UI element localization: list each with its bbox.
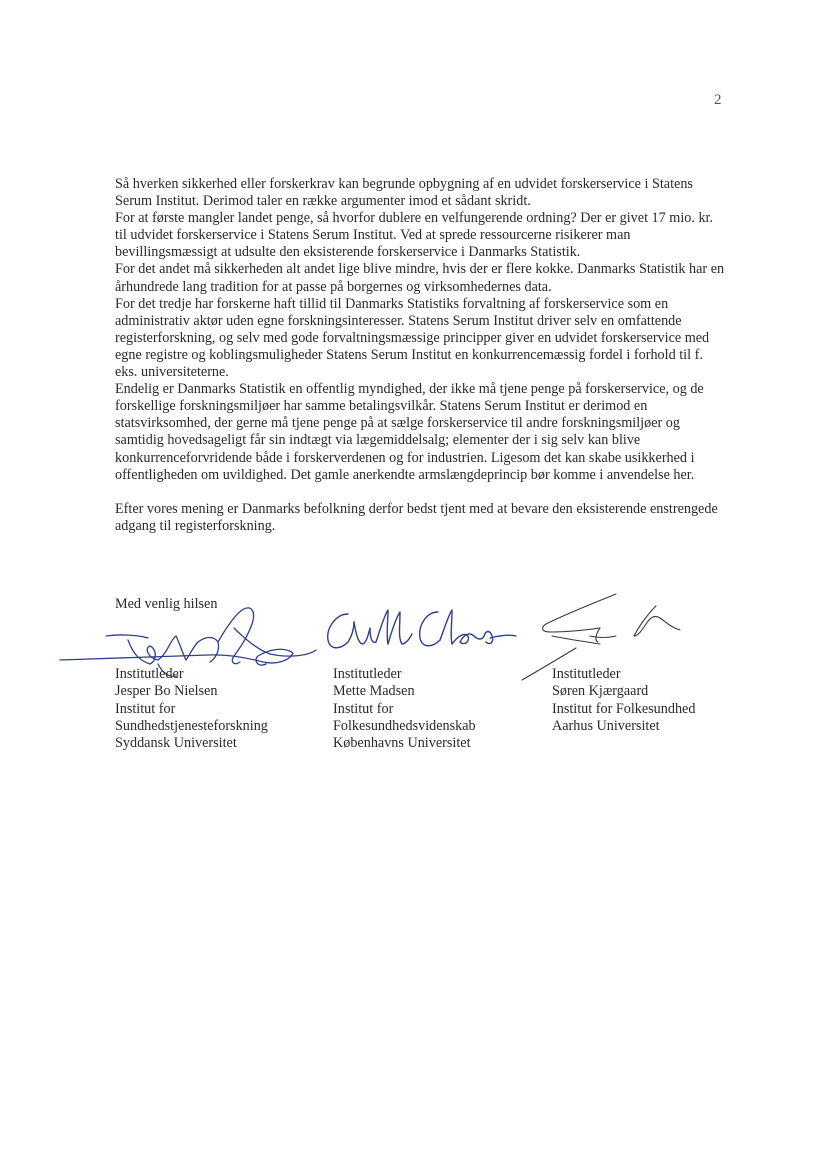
signatory-3-title: Institutleder	[552, 666, 621, 682]
conclusion-paragraph: Efter vores mening er Danmarks befolkning derfor bedst tjent med at bevare den eksisterende enstrengede adgang til registerforskning.	[115, 500, 718, 534]
signatory-1-university: Syddansk Universitet	[115, 735, 237, 752]
paragraph-3: For det andet må sikkerheden alt andet lige blive mindre, hvis der er flere kokke. Danmarks Statistik har en århundrede lang tradition for at passe på borgernes og virksomhedernes data.	[115, 261, 725, 295]
signatory-3-institute-line1: Institut for Folkesundhed	[552, 700, 696, 717]
signatory-3	[552, 666, 695, 735]
signatory-1-institute-line2: Sundhedstjenesteforskning	[115, 717, 268, 734]
signatory-2	[333, 666, 476, 752]
signatory-2-name: Mette Madsen	[333, 683, 415, 700]
paragraph-4: For det tredje har forskerne haft tillid til Danmarks Statistiks forvaltning af forskerservice som en administrativ aktør uden egne forskningsinteresser. Statens Serum Institut driver selv en omfattende registerforskning, og selv med gode forvaltningsmæssige principper giver en udvidet forskerservice med egne registre og koblingsmuligheder Statens Serum Institut en konkurrencemæssig fordel i forhold til f. eks. universiteterne.	[115, 295, 710, 381]
signatory-1-name: Jesper Bo Nielsen	[115, 683, 218, 700]
letter-body	[115, 176, 725, 535]
signatory-1	[115, 666, 268, 752]
signatory-1-institute-line1: Institut for	[115, 700, 176, 717]
signatory-2-title: Institutleder	[333, 666, 402, 682]
signatory-3-institute-line2: Aarhus Universitet	[552, 717, 660, 734]
paragraph-2: For at første mangler landet penge, så hvorfor dublere en velfungerende ordning? Der er givet 17 mio. kr. til udvidet forskerservice i Statens Serum Institut. Ved at sprede ressourcerne risikerer man bevillingsmæssigt at udsulte den eksisterende forskerservice i Danmarks Statistik.	[115, 210, 714, 261]
signatory-3-name: Søren Kjærgaard	[552, 683, 649, 700]
closing-greeting: Med venlig hilsen	[115, 596, 218, 612]
page-number: 2	[714, 92, 722, 108]
signatory-2-university: Københavns Universitet	[333, 735, 471, 752]
paragraph-1: Så hverken sikkerhed eller forskerkrav kan begrunde opbygning af en udvidet forskerservice i Statens Serum Institut. Derimod taler en række argumenter imod et sådant skridt.	[115, 176, 693, 210]
signatory-2-institute-line1: Institut for	[333, 700, 394, 717]
signatory-1-title: Institutleder	[115, 666, 184, 682]
signatory-2-institute-line2: Folkesundhedsvidenskab	[333, 717, 476, 734]
signature-mette-madsen	[318, 600, 518, 660]
paragraph-5: Endelig er Danmarks Statistik en offentlig myndighed, der ikke må tjene penge på forskerservice, og de forskellige forskningsmiljøer har samme betalingsvilkår. Statens Serum Institut er derimod en statsvirksomhed, der gerne må tjene penge på at sælge forskerservice til andre forskningsmiljøer og samtidig hovedsageligt får sin indtægt via lægemiddelsalg; elementer der i sig selv kan blive konkurrenceforvridende både i forskerverdenen og for industrien. Ligesom det kan skabe usikkerhed i offentligheden om uvildighed. Det gamle anerkendte armslængdeprincip bør komme i anvendelse her.	[115, 381, 704, 483]
